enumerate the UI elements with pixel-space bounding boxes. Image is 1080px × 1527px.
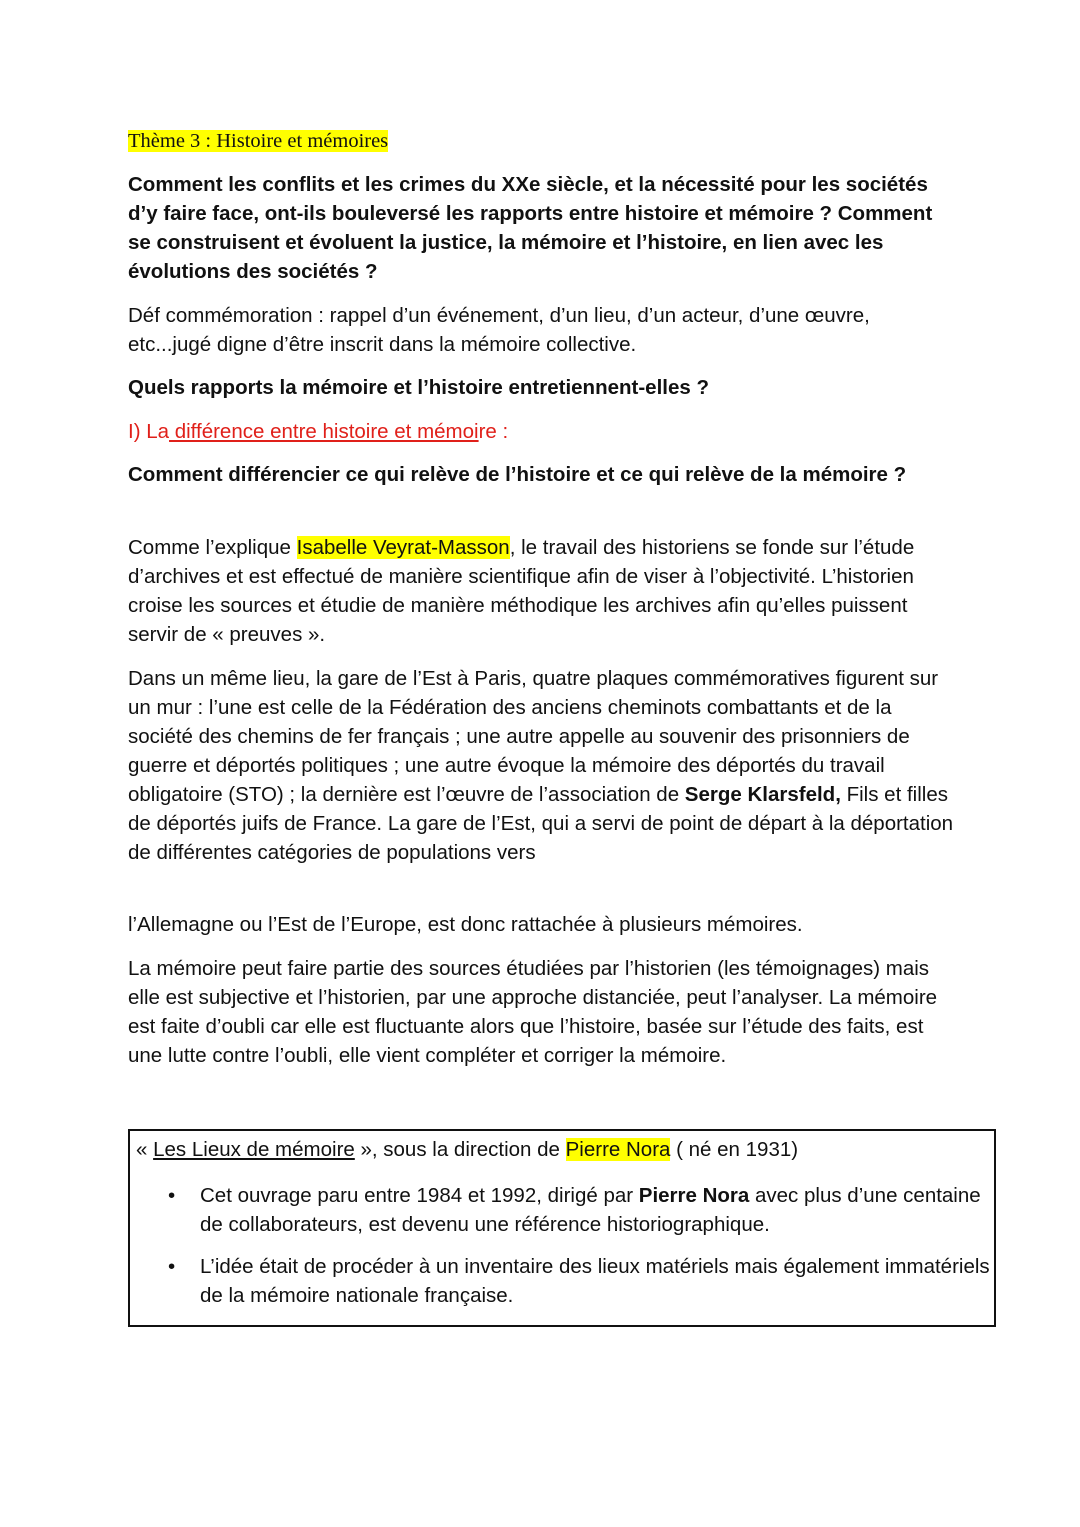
box-open-quote: «: [136, 1138, 154, 1161]
list-item: [130, 1252, 990, 1310]
highlight-veyrat-masson: Isabelle Veyrat-Masson: [296, 536, 510, 559]
box-title-after: ( né en 1931): [670, 1138, 799, 1161]
section-1-heading: [128, 417, 958, 446]
theme-highlight: Thème 3 : Histoire et mémoires: [128, 130, 389, 152]
list-item-text-2: avec plus d’une centaine de collaborateurs, est devenu une référence historiographique.: [200, 1184, 981, 1236]
bold-serge-klarsfeld: Serge Klarsfeld,: [684, 783, 841, 806]
section-1-underlined: différence entre histoire et mémoi: [169, 420, 479, 443]
paragraph-historians-text-1: Comme l’explique: [128, 536, 297, 559]
paragraph-gare-text-2: Fils et filles de déportés juifs de France. La gare de l’Est, qui a servi de point de départ à la déportation de différentes catégories de populations vers: [128, 783, 954, 864]
list-item-bold: Pierre Nora: [638, 1184, 750, 1207]
box-title-middle: », sous la direction de: [354, 1138, 566, 1161]
definition-commemoration: Déf commémoration : rappel d’un événement, d’un lieu, d’un acteur, d’une œuvre, etc...jugé digne d’être inscrit dans la mémoire collective.: [128, 304, 870, 356]
paragraph-gare-text-1: Dans un même lieu, la gare de l’Est à Paris, quatre plaques commémoratives figurent sur un mur : l’une est celle de la Fédération des anciens cheminots combattants et de la société des chemins de fer français ; une autre appelle au souvenir des prisonniers de guerre et déportés politiques ; une autre évoque la mémoire des déportés du travail obligatoire (STO) ; la dernière est l’œuvre de l’association de: [128, 667, 939, 806]
box-title: [136, 1135, 798, 1164]
list-item: [130, 1181, 990, 1239]
intro-question: Comment les conflits et les crimes du XXe siècle, et la nécessité pour les sociétés d’y faire face, ont-ils bouleversé les rapports entre histoire et mémoire ? Comment se construisent et évoluent la justice, la mémoire et l’histoire, en lien avec les évolutions des sociétés ?: [128, 173, 933, 283]
main-question: Quels rapports la mémoire et l’histoire entretiennent-elles ?: [128, 376, 709, 399]
theme-heading: [128, 127, 388, 155]
sub-question: Comment différencier ce qui relève de l’histoire et ce qui relève de la mémoire ?: [128, 463, 907, 486]
list-item-text-1: L’idée était de procéder à un inventaire des lieux matériels mais également immatériels de la mémoire nationale française.: [200, 1255, 990, 1307]
highlight-pierre-nora: Pierre Nora: [565, 1138, 671, 1161]
paragraph-allemagne: l’Allemagne ou l’Est de l’Europe, est donc rattachée à plusieurs mémoires.: [128, 913, 803, 936]
section-1-prefix: I) La: [128, 420, 170, 443]
paragraph-historians-text-2: , le travail des historiens se fonde sur l’étude d’archives et est effectué de manière scientifique afin de viser à l’objectivité. L’historien croise les sources et étudie de manière méthodique les archives afin qu’elles puissent servir de « preuves ».: [128, 536, 915, 646]
box-bullet-list: [130, 1181, 990, 1323]
paragraph-historians: [128, 533, 958, 649]
bullet-icon: •: [168, 1184, 176, 1207]
paragraph-gare-de-l-est: [128, 664, 958, 867]
bullet-icon: •: [168, 1255, 176, 1278]
list-item-text-1: Cet ouvrage paru entre 1984 et 1992, dirigé par: [200, 1184, 639, 1207]
book-title-lieux-de-memoire: Les Lieux de mémoire: [153, 1138, 355, 1161]
lieux-de-memoire-box: [128, 1129, 996, 1327]
paragraph-memoire-sources: La mémoire peut faire partie des sources étudiées par l’historien (les témoignages) mais elle est subjective et l’historien, par une approche distanciée, peut l’analyser. La mémoire est faite d’oubli car elle est fluctuante alors que l’histoire, basée sur l’étude des faits, est une lutte contre l’oubli, elle vient compléter et corriger la mémoire.: [128, 957, 938, 1067]
section-1-suffix: re :: [478, 420, 509, 443]
